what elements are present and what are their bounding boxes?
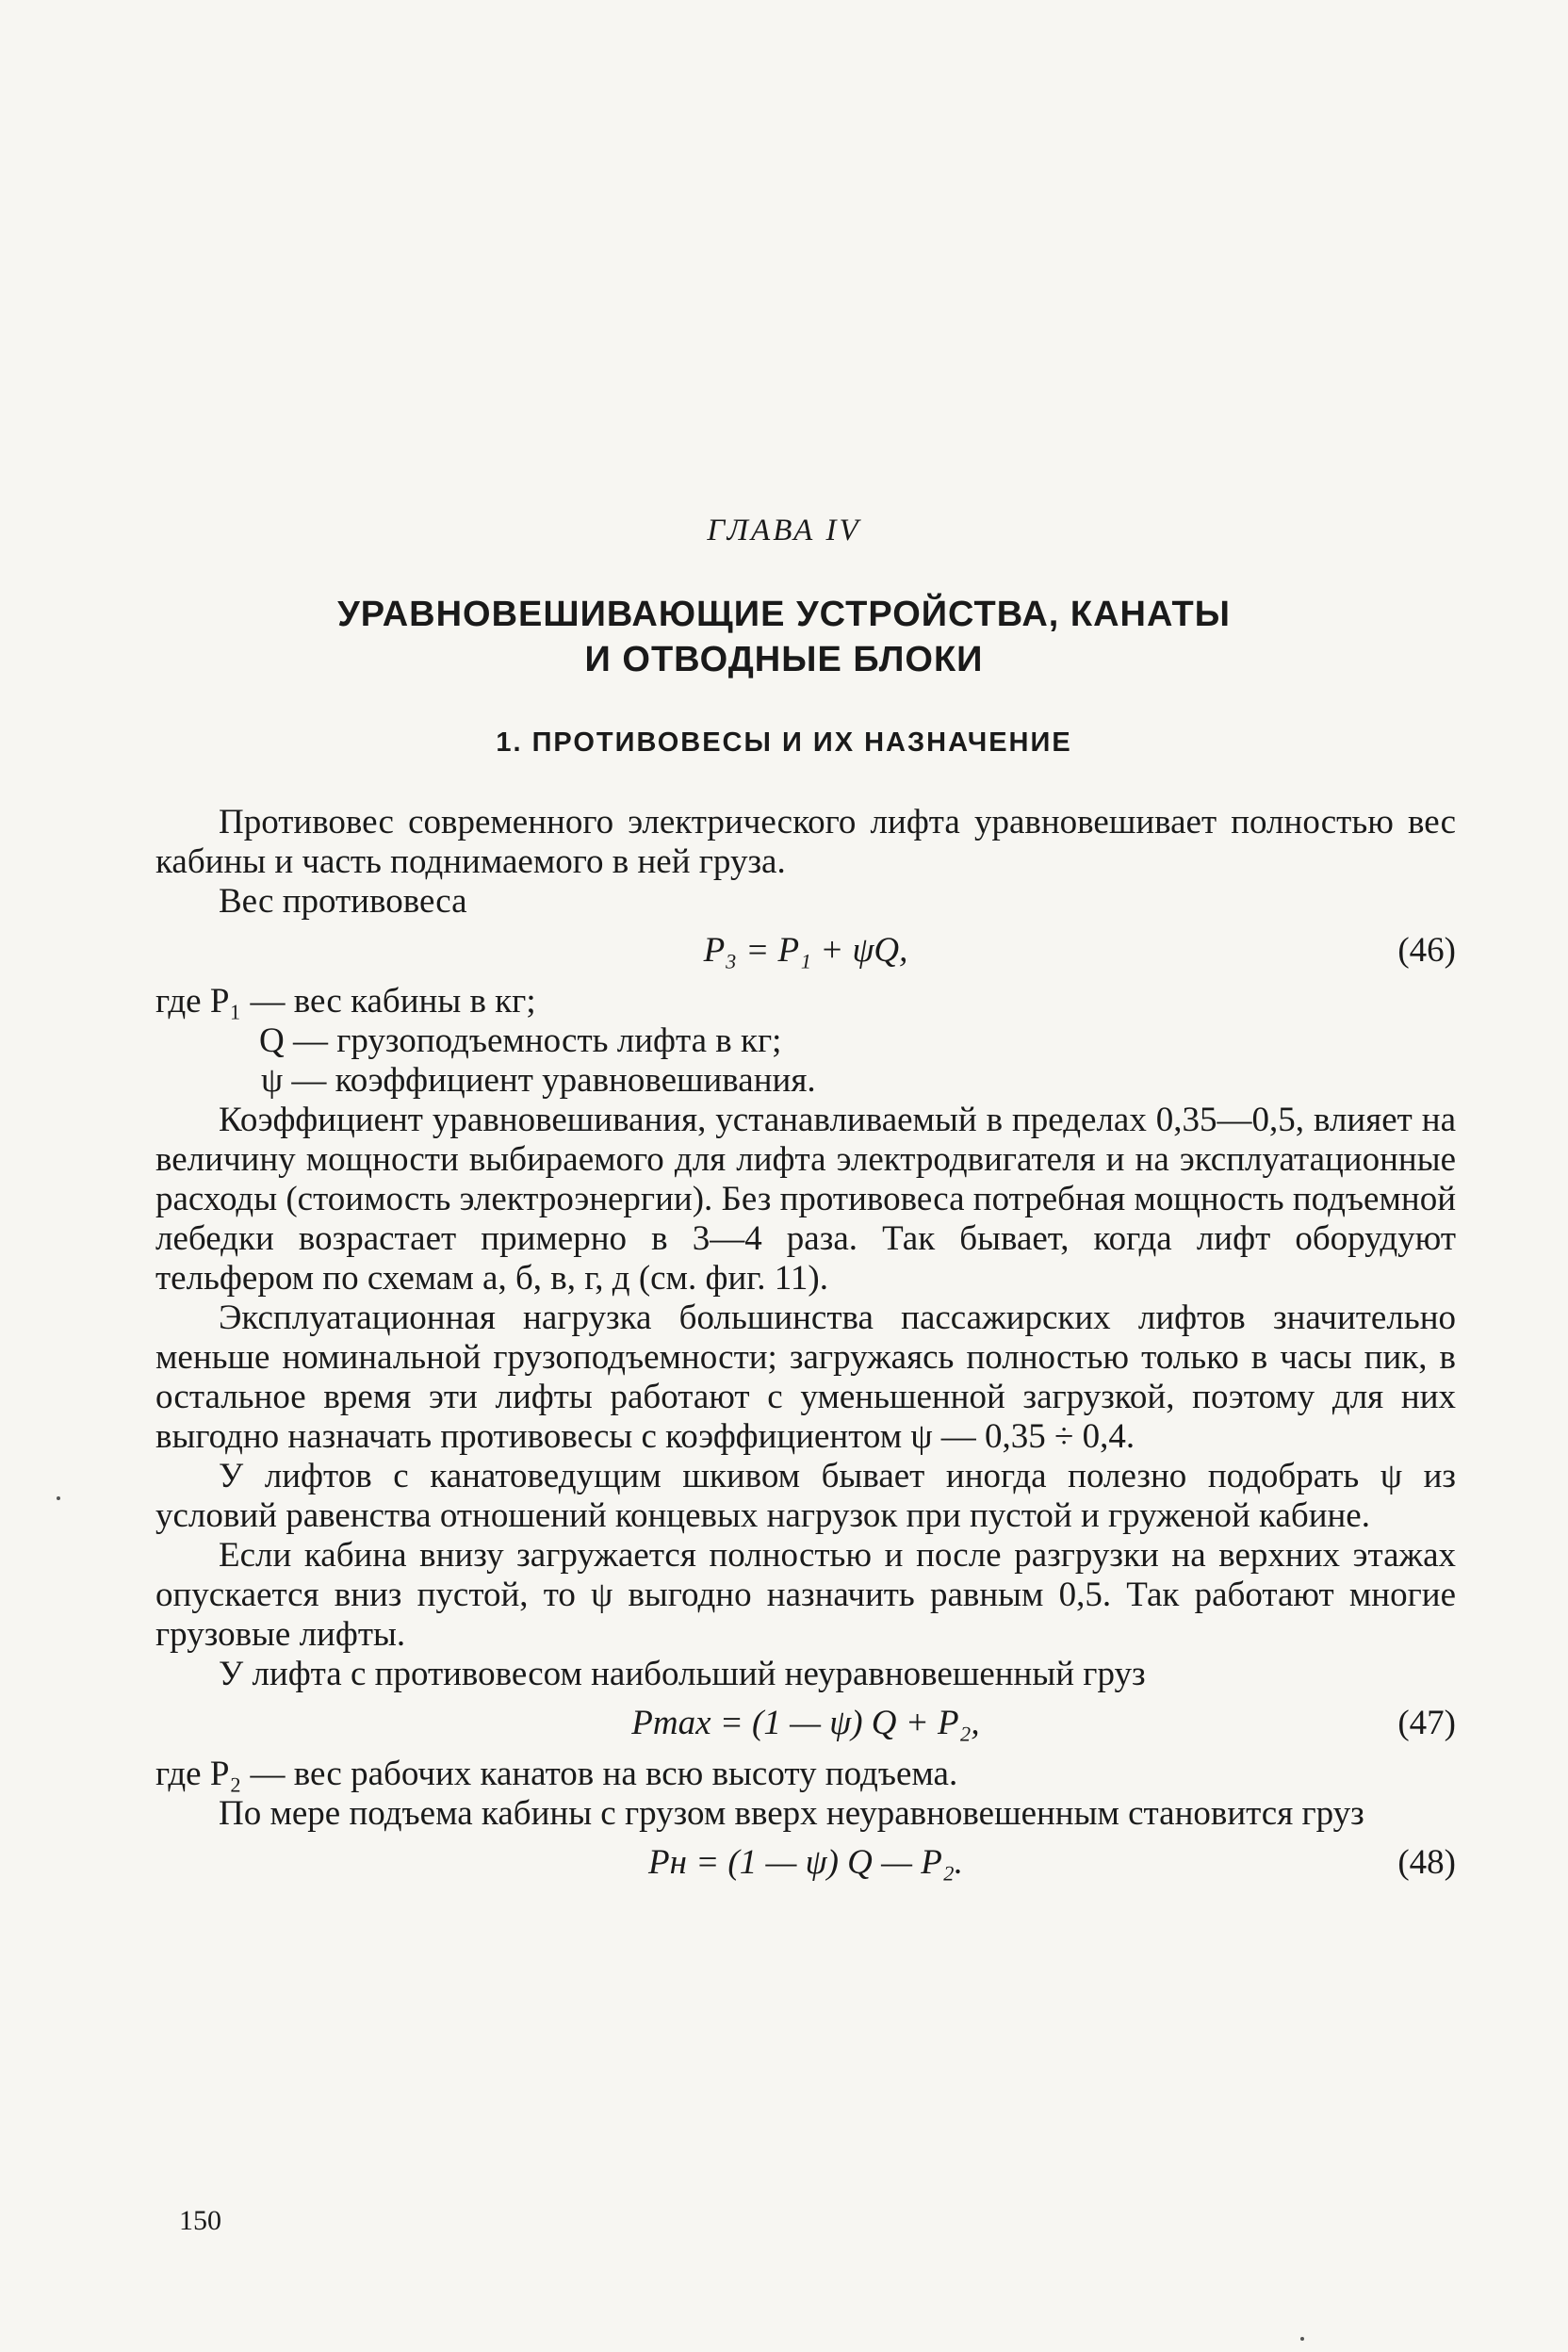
- paragraph: По мере подъема кабины с грузом вверх неуравновешенным становится груз: [219, 1794, 1364, 1833]
- formula-number: (47): [1397, 1704, 1456, 1742]
- formula-expression: P₃ = P₁ + ψQ,: [703, 931, 908, 970]
- scan-speck: [1300, 2337, 1304, 2341]
- chapter-title-line-1: УРАВНОВЕШИВАЮЩИЕ УСТРОЙСТВА, КАНАТЫ: [337, 595, 1231, 634]
- formula-expression: Pmax = (1 — ψ) Q + P₂,: [631, 1704, 980, 1742]
- section-heading: 1. ПРОТИВОВЕСЫ И ИХ НАЗНАЧЕНИЕ: [496, 727, 1072, 758]
- chapter-heading: ГЛАВА IV: [707, 514, 861, 547]
- chapter-title-line-2: И ОТВОДНЫЕ БЛОКИ: [584, 640, 984, 679]
- scan-speck: [57, 1496, 60, 1500]
- paragraph: У лифтов с канатоведущим шкивом бывает иногда полезно подобрать ψ из условий равенства отношений концевых нагрузок при пустой и груженой кабине.: [155, 1457, 1456, 1535]
- legend-line: где P₁ — вес кабины в кг;: [155, 982, 536, 1021]
- body-text: [155, 803, 1456, 1894]
- formula-expression: Pн = (1 — ψ) Q — P₂.: [647, 1843, 964, 1882]
- paragraph: У лифта с противовесом наибольший неуравновешенный груз: [219, 1655, 1146, 1693]
- paragraph: Если кабина внизу загружается полностью и после разгрузки на верхних этажах опускается вниз пустой, то ψ выгодно назначить равным 0,5. Так работают многие грузовые лифты.: [155, 1536, 1456, 1654]
- formula-46: [155, 925, 1456, 974]
- legend-line: ψ — коэффициент уравновешивания.: [261, 1061, 816, 1100]
- formula-number: (46): [1397, 931, 1456, 970]
- formula-number: (48): [1397, 1843, 1456, 1882]
- page-number: 150: [179, 2205, 221, 2236]
- chapter-title: [0, 592, 1568, 682]
- paragraph: Вес противовеса: [219, 882, 467, 921]
- paragraph: Противовес современного электрического лифта уравновешивает полностью вес кабины и часть поднимаемого в ней груза.: [155, 803, 1456, 881]
- formula-47: [155, 1698, 1456, 1747]
- formula-legend: [155, 982, 1456, 1101]
- formula-legend: где P₂ — вес рабочих канатов на всю высоту подъема.: [155, 1755, 958, 1793]
- paragraph: Эксплуатационная нагрузка большинства пассажирских лифтов значительно меньше номинальной грузоподъемности; загружаясь полностью только в часы пик, в остальное время эти лифты работают с уменьшенной загрузкой, поэтому для них выгодно назначать противовесы с коэффициентом ψ — 0,35 ÷ 0,4.: [155, 1298, 1456, 1456]
- legend-line: Q — грузоподъемность лифта в кг;: [259, 1021, 782, 1060]
- paragraph: Коэффициент уравновешивания, устанавливаемый в пределах 0,35—0,5, влияет на величину мощности выбираемого для лифта электродвигателя и на эксплуатационные расходы (стоимость электроэнергии). Без противовеса потребная мощность подъемной лебедки возрастает примерно в 3—4 раза. Так бывает, когда лифт оборудуют тельфером по схемам а, б, в, г, д (см. фиг. 11).: [155, 1101, 1456, 1298]
- formula-48: [155, 1838, 1456, 1886]
